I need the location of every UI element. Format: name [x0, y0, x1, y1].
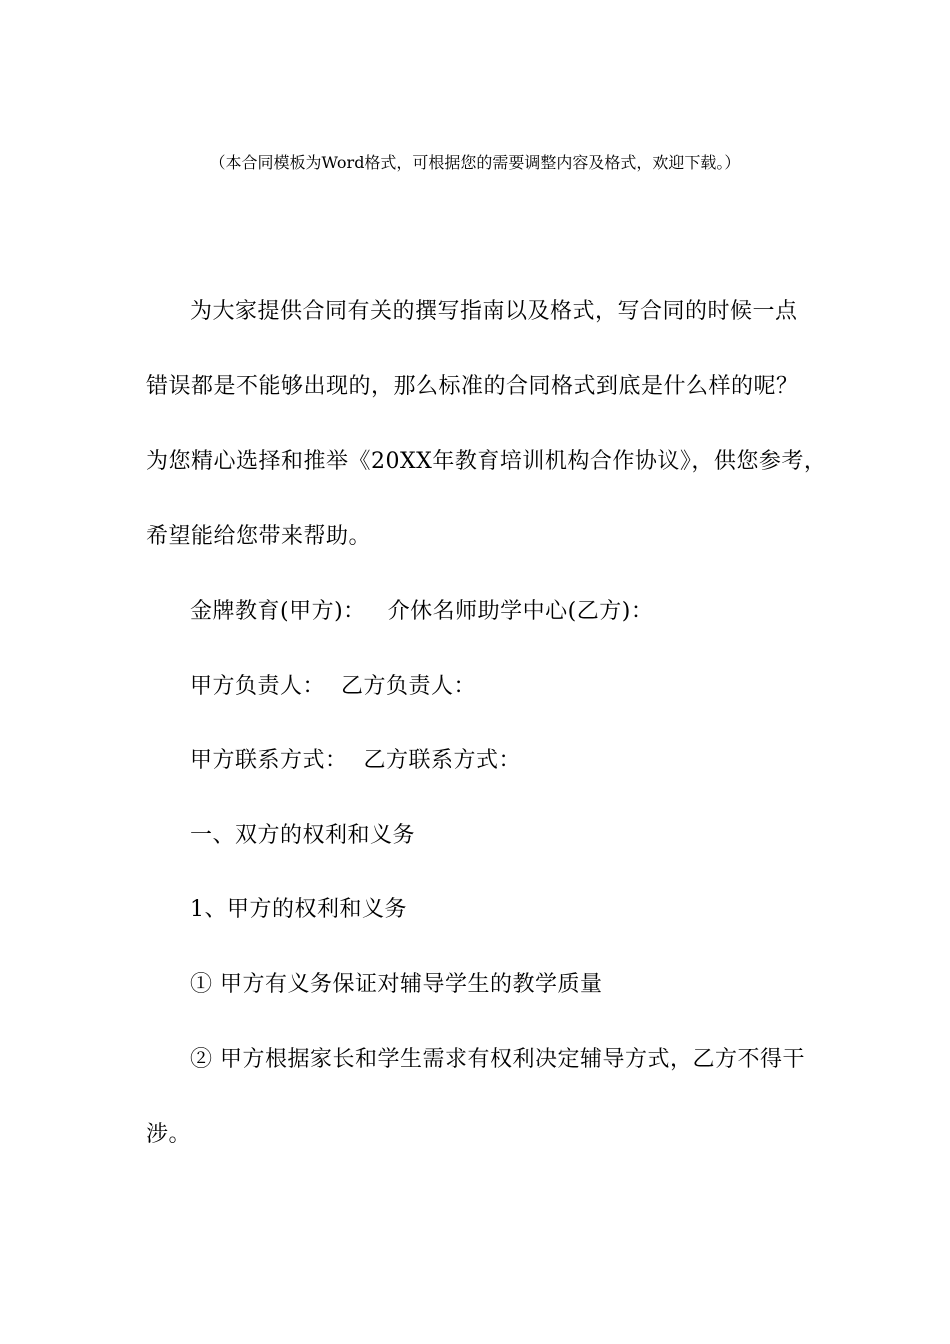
party-a-label: 金牌教育(甲方)：: [190, 599, 366, 624]
contacts-line: [190, 746, 521, 776]
party-a-head-label: 甲方负责人：: [190, 674, 326, 699]
heads-line: [190, 672, 476, 702]
intro-line-4: 希望能给您带来帮助。: [146, 524, 372, 549]
party-b-head-label: 乙方负责人：: [341, 674, 477, 699]
clause-item-2-line-2: 涉。: [146, 1122, 192, 1147]
template-note: （本合同模板为Word格式，可根据您的需要调整内容及格式，欢迎下载。）: [209, 153, 741, 172]
intro-line-2: 错误都是不能够出现的，那么标准的合同格式到底是什么样的呢？: [146, 374, 799, 399]
party-b-label: 介休名师助学中心(乙方)：: [387, 599, 654, 624]
party-a-contact-label: 甲方联系方式：: [190, 748, 348, 773]
parties-line: [190, 597, 653, 627]
party-b-contact-label: 乙方联系方式：: [363, 748, 522, 773]
clause-item-2-line-1: ② 甲方根据家长和学生需求有权利决定辅导方式，乙方不得干: [190, 1047, 805, 1072]
section-1-title: 一、双方的权利和义务: [190, 823, 416, 848]
clause-item-1: ① 甲方有义务保证对辅导学生的教学质量: [190, 972, 603, 997]
intro-line-3: 为您精心选择和推举《20XX年教育培训机构合作协议》，供您参考，: [146, 449, 827, 474]
intro-line-1: 为大家提供合同有关的撰写指南以及格式，写合同的时候一点: [190, 299, 798, 324]
subsection-1-title: 1、甲方的权利和义务: [190, 897, 407, 922]
